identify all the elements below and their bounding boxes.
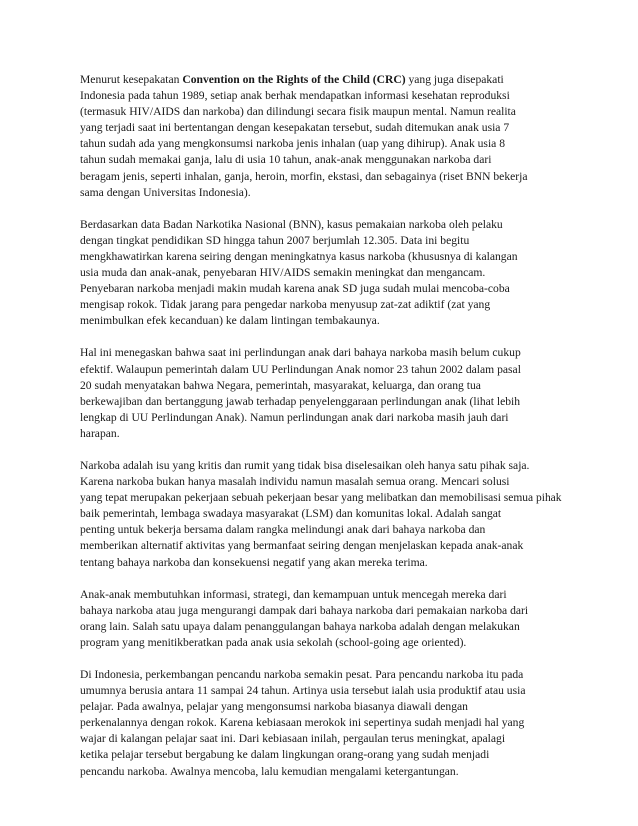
text-line: ketika pelajar tersebut bergabung ke dalam lingkungan orang-orang yang sudah menjadi [80,748,490,762]
paragraph-bnn-data [80,217,564,330]
text-line: lengkap di UU Perlindungan Anak). Namun perlindungan anak dari narkoba masih jauh dari [80,410,509,424]
text-line: menimbulkan efek kecanduan) ke dalam lintingan tembakaunya. [80,314,380,328]
text-line: penting untuk bekerja bersama dalam rangka melindungi anak dari bahaya narkoba dan [80,523,486,537]
text-line: tahun sudah memakai ganja, lalu di usia 10 tahun, anak-anak menggunakan narkoba dari [80,153,492,167]
text-line: yang tepat merupakan pekerjaan sebuah pekerjaan besar yang melibatkan dan memobilisasi semua pihak [80,492,562,505]
text-line: umumnya berusia antara 11 sampai 24 tahun. Artinya usia tersebut ialah usia produktif atau usia [80,684,526,698]
crc-title-bold: Convention on the Rights of the Child (CRC) [182,73,406,86]
text-line: dengan tingkat pendidikan SD hingga tahun 2007 berjumlah 12.305. Data ini begitu [80,233,470,247]
text-line: orang lain. Salah satu upaya dalam penanggulangan bahaya narkoba adalah dengan melakukan [80,619,520,633]
text-line: berkewajiban dan bertanggung jawab terhadap penyelenggaraan perlindungan anak (lihat lebih [80,394,521,408]
text-line: sama dengan Universitas Indonesia). [80,185,251,199]
text-line: memberikan alternatif aktivitas yang bermanfaat seiring dengan menjelaskan kepada anak-anak [80,539,524,553]
paragraph-di-indonesia [80,667,564,780]
text-line: Di Indonesia, perkembangan pencandu narkoba semakin pesat. Para pencandu narkoba itu pada [80,668,524,681]
text-line: beragam jenis, seperti inhalan, ganja, heroin, morfin, ekstasi, dan sebagainya (riset BNN bekerja [80,169,528,183]
text-line: efektif. Walaupun pemerintah dalam UU Perlindungan Anak nomor 23 tahun 2002 dalam pasal [80,362,521,376]
text-line: pencandu narkoba. Awalnya mencoba, lalu kemudian mengalami ketergantungan. [80,764,459,778]
text-line: (termasuk HIV/AIDS dan narkoba) dan dilindungi secara fisik maupun mental. Namun realita [80,105,516,119]
text-line [80,72,564,88]
text-line: Karena narkoba bukan hanya masalah individu namun masalah semua orang. Mencari solusi [80,475,510,489]
text-line: Narkoba adalah isu yang kritis dan rumit yang tidak bisa diselesaikan oleh hanya satu pihak saja. [80,458,530,472]
text-line: program yang menitikberatkan pada anak usia sekolah (school-going age oriented). [80,635,467,649]
text-line: tentang bahaya narkoba dan konsekuensi negatif yang akan mereka terima. [80,555,428,569]
text-line: Hal ini menegaskan bahwa saat ini perlindungan anak dari bahaya narkoba masih belum cukup [80,346,521,360]
text-line: Indonesia pada tahun 1989, setiap anak berhak mendapatkan informasi kesehatan reproduksi [80,89,510,103]
text-line: pelajar. Pada awalnya, pelajar yang mengonsumsi narkoba biasanya diawali dengan [80,700,468,714]
text-span: yang juga disepakati [405,73,504,86]
text-line: 20 sudah menyatakan bahwa Negara, pemerintah, masyarakat, keluarga, dan orang tua [80,378,481,392]
text-line: Anak-anak membutuhkan informasi, strategi, dan kemampuan untuk mencegah mereka dari [80,587,507,601]
text-line: mengisap rokok. Tidak jarang para pengedar narkoba menyusup zat-zat adiktif (zat yang [80,298,491,312]
text-line: usia muda dan anak-anak, penyebaran HIV/AIDS semakin meningkat dan mengancam. [80,266,486,280]
paragraph-anak-membutuhkan [80,587,564,651]
paragraph-crc [80,72,564,201]
text-line: baik pemerintah, lembaga swadaya masyarakat (LSM) dan komunitas lokal. Adalah sangat [80,507,502,521]
text-line: mengkhawatirkan karena seiring dengan meningkatnya kasus narkoba (khususnya di kalangan [80,249,518,263]
text-line: tahun sudah ada yang mengkonsumsi narkoba jenis inhalan (uap yang dihirup). Anak usia 8 [80,137,506,151]
text-line: Penyebaran narkoba menjadi makin mudah karena anak SD juga sudah mulai mencoba-coba [80,282,510,296]
text-line: yang terjadi saat ini bertentangan dengan kesepakatan tersebut, sudah ditemukan anak usia 7 [80,121,510,135]
text-line: harapan. [80,426,120,440]
text-span: Menurut kesepakatan [80,73,183,86]
paragraph-isu-kritis [80,458,564,571]
text-line: wajar di kalangan pelajar saat ini. Dari kebiasaan inilah, pergaulan terus meningkat, apalagi [80,732,506,746]
text-line: Berdasarkan data Badan Narkotika Nasional (BNN), kasus pemakaian narkoba oleh pelaku [80,217,503,231]
text-line: bahaya narkoba atau juga mengurangi dampak dari bahaya narkoba dari pemakaian narkoba dari [80,603,529,617]
paragraph-perlindungan [80,345,564,442]
text-line: perkenalannya dengan rokok. Karena kebiasaan merokok ini sepertinya sudah menjadi hal yang [80,716,525,730]
document-body [80,72,564,796]
